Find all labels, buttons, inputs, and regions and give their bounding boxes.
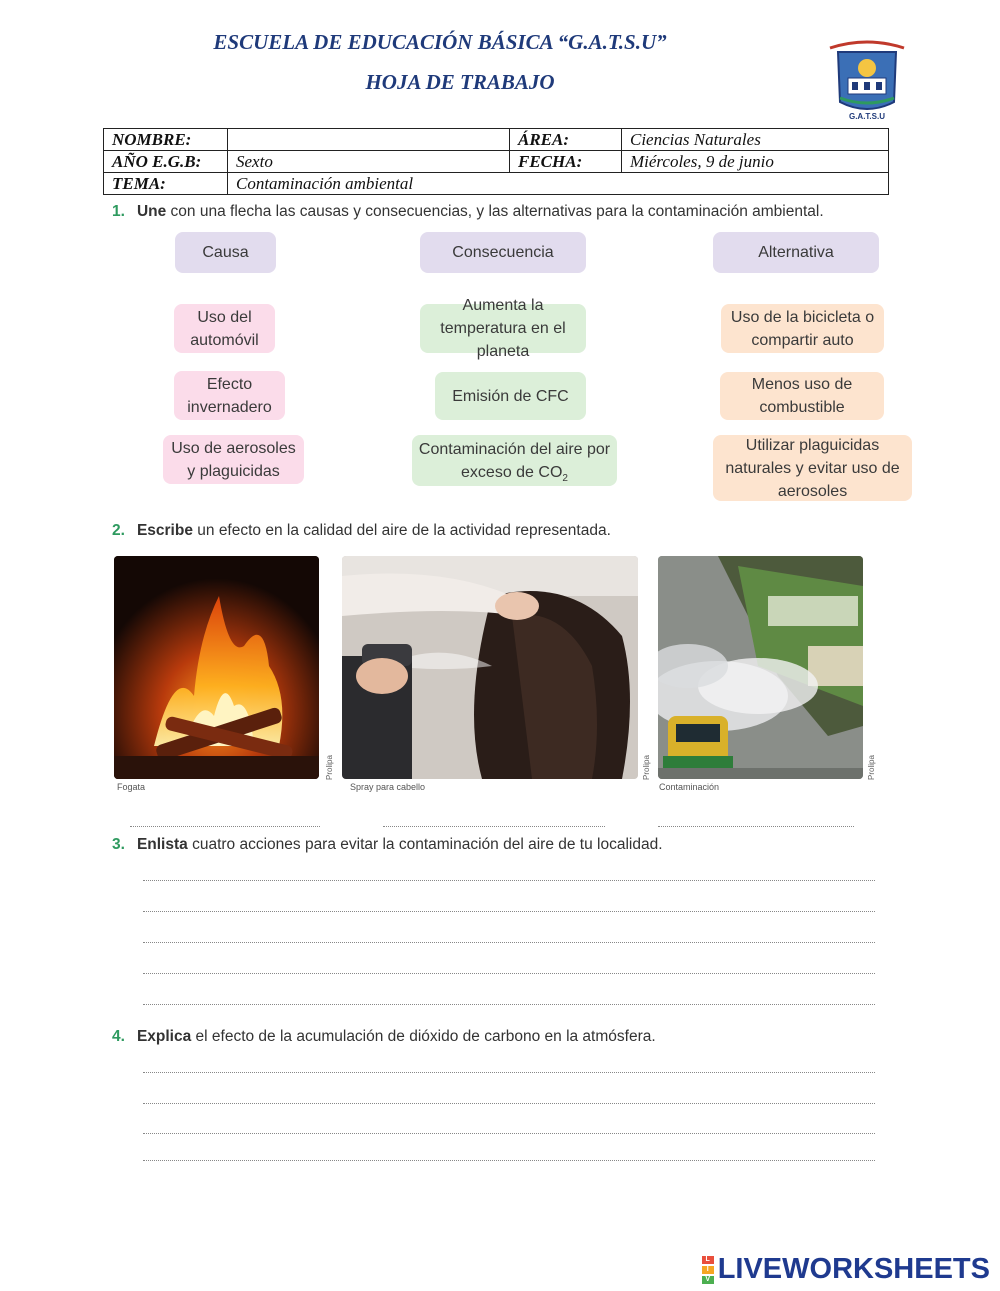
question-text: con una flecha las causas y consecuencias, y las alternativas para la contaminación ambiental.	[170, 203, 824, 220]
tema-value: Contaminación ambiental	[228, 173, 889, 195]
school-title: ESCUELA DE EDUCACIÓN BÁSICA “G.A.T.S.U”	[213, 30, 667, 54]
photo-credit: Prolipa	[642, 755, 651, 780]
caption-fogata: Fogata	[117, 782, 146, 792]
sheet-title: HOJA DE TRABAJO	[365, 70, 555, 94]
cause-box[interactable]: Uso del automóvil	[174, 304, 275, 353]
answer-line-contaminacion[interactable]	[658, 826, 854, 827]
question-text: cuatro acciones para evitar la contaminación del aire de tu localidad.	[192, 836, 663, 853]
liveworksheets-mark-icon	[702, 1255, 714, 1285]
consequence-box[interactable]: Emisión de CFC	[435, 372, 586, 420]
school-logo-icon	[824, 38, 910, 122]
header-consecuencia: Consecuencia	[420, 232, 586, 273]
liveworksheets-brand: LIVEWORKSHEETS	[717, 1253, 990, 1285]
answer-line[interactable]	[143, 1072, 875, 1073]
consequence-text: Contaminación del aire por exceso de CO	[418, 441, 611, 481]
bus-pollution-photo	[658, 556, 863, 779]
question-text: un efecto en la calidad del aire de la actividad representada.	[197, 522, 611, 539]
nombre-field[interactable]	[228, 129, 510, 151]
logo-text: G.A.T.S.U	[848, 112, 886, 121]
question-number: 2.	[112, 522, 125, 539]
answer-line[interactable]	[143, 942, 875, 943]
table-row	[104, 129, 889, 151]
nombre-label: NOMBRE:	[104, 129, 228, 151]
alternative-box[interactable]: Menos uso de combustible	[720, 372, 884, 420]
anio-value: Sexto	[228, 151, 510, 173]
question-number: 3.	[112, 836, 125, 853]
table-row	[104, 173, 889, 195]
caption-contaminacion: Contaminación	[659, 782, 720, 792]
area-value: Ciencias Naturales	[622, 129, 889, 151]
mark-letter: I	[702, 1266, 714, 1274]
cause-box[interactable]: Efecto invernadero	[174, 371, 285, 420]
question-number: 4.	[112, 1028, 125, 1045]
table-row	[104, 151, 889, 173]
question-3	[112, 836, 663, 854]
question-4	[112, 1028, 656, 1046]
mark-letter: L	[702, 1256, 714, 1264]
question-number: 1.	[112, 203, 125, 220]
area-label: ÁREA:	[510, 129, 622, 151]
fecha-label: FECHA:	[510, 151, 622, 173]
answer-line[interactable]	[143, 880, 875, 881]
header-alternativa: Alternativa	[713, 232, 879, 273]
question-verb: Une	[136, 203, 167, 220]
anio-label: AÑO E.G.B:	[104, 151, 228, 173]
photo-credit: Prolipa	[325, 755, 334, 780]
cause-box[interactable]: Uso de aerosoles y plaguicidas	[163, 435, 304, 484]
tema-label: TEMA:	[104, 173, 228, 195]
bonfire-photo	[114, 556, 319, 779]
caption-spray: Spray para cabello	[350, 782, 426, 792]
subscript-2: 2	[562, 473, 568, 485]
answer-line[interactable]	[143, 1133, 875, 1134]
answer-line[interactable]	[143, 973, 875, 974]
question-verb: Explica	[136, 1028, 192, 1045]
answer-line[interactable]	[143, 1160, 875, 1161]
question-verb: Enlista	[136, 836, 188, 853]
question-text: el efecto de la acumulación de dióxido de carbono en la atmósfera.	[195, 1028, 656, 1045]
fecha-value: Miércoles, 9 de junio	[622, 151, 889, 173]
answer-line-fogata[interactable]	[130, 826, 320, 827]
mark-letter: V	[702, 1276, 714, 1284]
consequence-box[interactable]	[412, 435, 617, 486]
consequence-box[interactable]: Aumenta la temperatura en el planeta	[420, 304, 586, 353]
header-causa: Causa	[175, 232, 276, 273]
liveworksheets-logo[interactable]	[702, 1253, 990, 1286]
question-1	[112, 203, 824, 221]
answer-line-spray[interactable]	[383, 826, 605, 827]
hairspray-photo	[342, 556, 638, 779]
question-verb: Escribe	[136, 522, 193, 539]
student-info-table	[103, 128, 889, 195]
alternative-box[interactable]: Uso de la bicicleta o compartir auto	[721, 304, 884, 353]
question-2	[112, 522, 611, 540]
answer-line[interactable]	[143, 911, 875, 912]
alternative-box[interactable]: Utilizar plaguicidas naturales y evitar uso de aerosoles	[713, 435, 912, 501]
photo-credit: Prolipa	[867, 755, 876, 780]
answer-line[interactable]	[143, 1103, 875, 1104]
answer-line[interactable]	[143, 1004, 875, 1005]
